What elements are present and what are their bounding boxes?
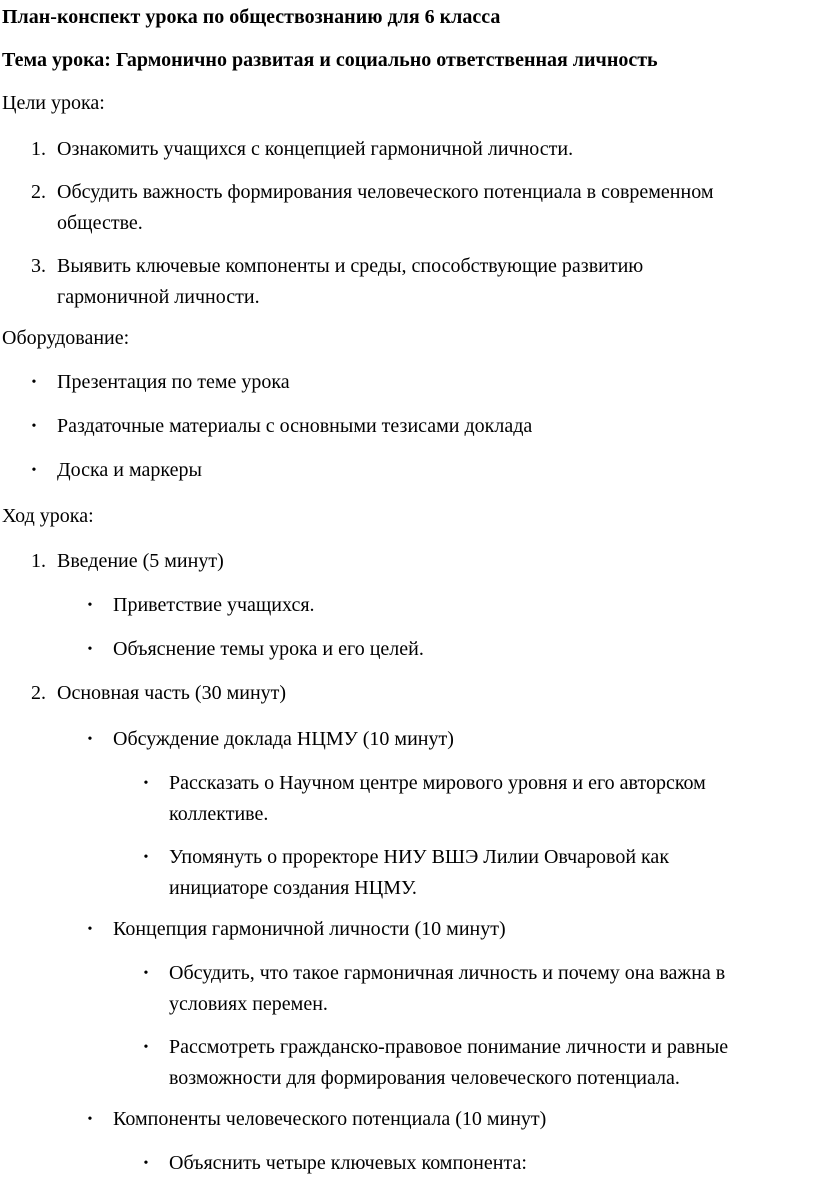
equipment-text: Доска и маркеры	[57, 459, 202, 481]
bullet-icon: •	[87, 732, 93, 747]
progress-heading: Ход урока:	[2, 505, 94, 527]
lesson-topic: Тема урока: Гармонично развитая и социально ответственная личность	[2, 49, 658, 71]
nested-item-text: Объяснить четыре ключевых компонента:	[169, 1152, 527, 1174]
goal-item	[0, 177, 816, 239]
stage-subitem-text: Приветствие учащихся.	[113, 594, 315, 616]
bullet-icon: •	[31, 375, 37, 390]
document-title: План-конспект урока по обществознанию для 6 класса	[2, 6, 501, 28]
goals-heading: Цели урока:	[2, 92, 105, 114]
goal-item	[0, 251, 816, 313]
bullet-icon: •	[143, 1040, 149, 1055]
bullet-icon: •	[143, 1156, 149, 1171]
equipment-text: Презентация по теме урока	[57, 371, 290, 393]
stage-subitem	[0, 914, 816, 945]
goal-text-continued: гармоничной личности.	[57, 286, 260, 308]
equipment-item	[0, 411, 816, 442]
bullet-icon: •	[143, 850, 149, 865]
nested-item-text-continued: условиях перемен.	[169, 993, 328, 1015]
equipment-text: Раздаточные материалы с основными тезисами доклада	[57, 415, 533, 437]
nested-item-text: Рассмотреть гражданско-правовое понимание личности и равные	[169, 1036, 729, 1058]
nested-item	[0, 842, 816, 904]
nested-item-text-continued: возможности для формирования человеческого потенциала.	[169, 1067, 680, 1089]
stage-subitem	[0, 590, 816, 621]
nested-item	[0, 958, 816, 1020]
equipment-item	[0, 367, 816, 398]
goal-text: Ознакомить учащихся с концепцией гармоничной личности.	[57, 138, 574, 160]
nested-item-text: Упомянуть о проректоре НИУ ВШЭ Лилии Овчаровой как	[169, 846, 670, 868]
stage-subitem	[0, 724, 816, 755]
equipment-heading: Оборудование:	[2, 327, 130, 349]
stage-number: 2.	[31, 682, 46, 704]
nested-item-text: Обсудить, что такое гармоничная личность и почему она важна в	[169, 962, 726, 984]
block-label: Компоненты человеческого потенциала (10 минут)	[113, 1108, 547, 1130]
bullet-icon: •	[87, 1112, 93, 1127]
bullet-icon: •	[31, 419, 37, 434]
goal-text-continued: обществе.	[57, 212, 143, 234]
block-label: Концепция гармоничной личности (10 минут)	[113, 918, 506, 940]
stage-subitem	[0, 634, 816, 665]
goal-item	[0, 134, 816, 165]
nested-item-text-continued: инициаторе создания НЦМУ.	[169, 877, 417, 899]
bullet-icon: •	[87, 922, 93, 937]
block-label: Обсуждение доклада НЦМУ (10 минут)	[113, 728, 454, 750]
goal-number: 3.	[31, 255, 46, 277]
stage-item	[0, 678, 816, 709]
stage-item	[0, 546, 816, 577]
stage-subitem	[0, 1104, 816, 1135]
goal-number: 1.	[31, 138, 46, 160]
bullet-icon: •	[143, 776, 149, 791]
bullet-icon: •	[87, 642, 93, 657]
nested-item	[0, 1148, 816, 1179]
goal-text: Обсудить важность формирования человеческого потенциала в современном	[57, 181, 714, 203]
stage-subitem-text: Объяснение темы урока и его целей.	[113, 638, 424, 660]
goal-number: 2.	[31, 181, 46, 203]
nested-item-text-continued: коллективе.	[169, 803, 269, 825]
nested-item-text: Рассказать о Научном центре мирового уровня и его авторском	[169, 772, 706, 794]
goal-text: Выявить ключевые компоненты и среды, способствующие развитию	[57, 255, 644, 277]
nested-item	[0, 768, 816, 830]
equipment-item	[0, 455, 816, 486]
bullet-icon: •	[31, 463, 37, 478]
stage-number: 1.	[31, 550, 46, 572]
bullet-icon: •	[143, 966, 149, 981]
nested-item	[0, 1032, 816, 1094]
stage-label: Основная часть (30 минут)	[57, 682, 287, 704]
stage-label: Введение (5 минут)	[57, 550, 224, 572]
bullet-icon: •	[87, 598, 93, 613]
